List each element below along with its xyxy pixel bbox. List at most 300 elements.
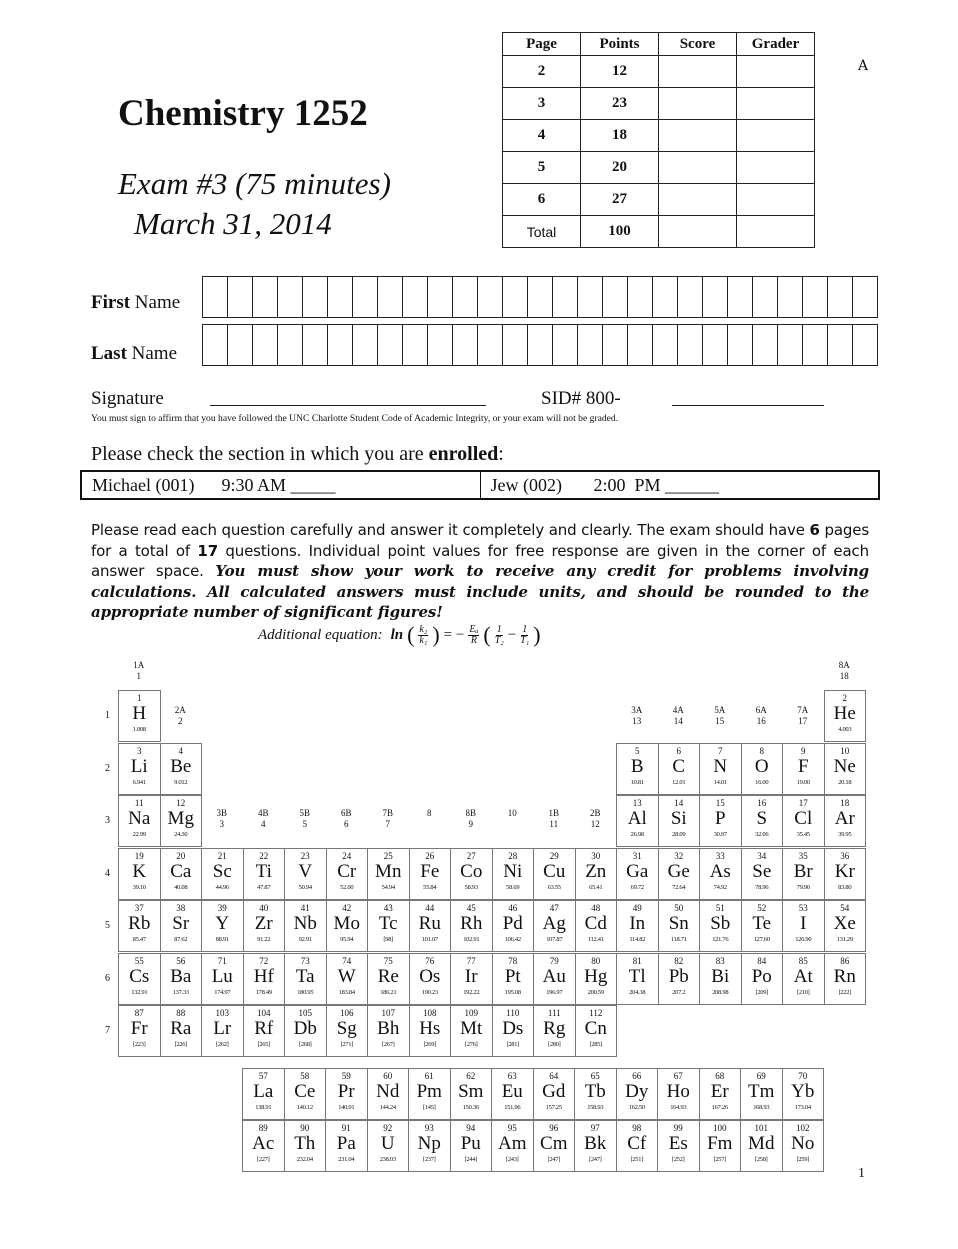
element-num: 107 xyxy=(381,1008,395,1018)
element-num: 110 xyxy=(506,1008,520,1018)
element-num: 9 xyxy=(801,745,806,756)
element-sym: Er xyxy=(710,1081,729,1102)
element-num: 4 xyxy=(178,745,183,756)
instructions: Please read each question carefully and answer it completely and clearly. The exam should have 6 pages for a total of 17 questions. Individual point values for free response are given in the corner of each answer space. You must show your work to receive any credit for problems involving calculations. All calculated answers must include units, and should be rounded to the appropriate number of significant figures! xyxy=(91,521,869,622)
element-mass: 83.80 xyxy=(838,883,852,891)
element-num: 88 xyxy=(176,1008,186,1018)
element-sym: N xyxy=(713,755,728,777)
period-label: 5 xyxy=(105,920,110,931)
element-mass: [280] xyxy=(547,1041,561,1048)
total-label: Total xyxy=(503,216,581,248)
group-label-letter: 5B xyxy=(299,807,310,818)
element-sym: Ca xyxy=(170,860,192,882)
element-mass: 22.99 xyxy=(132,831,146,838)
element-sm xyxy=(450,1068,493,1120)
element-mass: 91.22 xyxy=(257,936,271,943)
element-num: 14 xyxy=(674,798,684,808)
group-label-number: 8 xyxy=(427,807,432,818)
element-sym: Mt xyxy=(460,1018,483,1039)
element-rb xyxy=(118,900,161,952)
element-mass: 106.42 xyxy=(504,936,521,943)
element-b xyxy=(616,743,659,795)
element-mass: 162.50 xyxy=(628,1104,645,1111)
group-label-letter: 6A xyxy=(755,704,767,715)
element-sym: Gd xyxy=(542,1081,566,1102)
element-sym: Ra xyxy=(170,1018,192,1039)
element-num: 112 xyxy=(589,1008,603,1018)
score-table-header: Page xyxy=(503,33,581,56)
element-sym: Cd xyxy=(584,913,607,934)
element-num: 32 xyxy=(674,850,684,861)
element-fm xyxy=(699,1120,742,1172)
element-mass: 44.96 xyxy=(215,883,229,891)
score-table-header: Points xyxy=(581,33,659,56)
element-sym: Ba xyxy=(170,965,192,987)
element-at xyxy=(782,953,825,1005)
element-mass: 144.24 xyxy=(379,1104,396,1111)
element-sb xyxy=(699,900,742,952)
element-te xyxy=(741,900,784,952)
group-label xyxy=(243,808,283,830)
element-num: 61 xyxy=(424,1071,434,1081)
element-sym: Pa xyxy=(336,1133,356,1154)
element-num: 42 xyxy=(342,903,352,913)
element-bi xyxy=(699,953,742,1005)
element-mass: 192.22 xyxy=(463,988,480,996)
element-mass: 118.71 xyxy=(670,936,687,943)
element-num: 77 xyxy=(466,955,476,966)
element-sym: He xyxy=(833,703,856,724)
element-sym: Rf xyxy=(254,1018,274,1039)
element-sc xyxy=(201,848,244,900)
element-sym: Bh xyxy=(377,1018,400,1039)
element-np xyxy=(408,1120,451,1172)
group-label-number: 15 xyxy=(715,715,725,726)
element-num: 26 xyxy=(425,850,435,861)
element-sym: Sr xyxy=(172,913,190,934)
element-sym: Fm xyxy=(707,1133,733,1154)
element-num: 16 xyxy=(757,798,767,808)
element-mass: 157.25 xyxy=(545,1104,562,1111)
element-sym: Pr xyxy=(337,1081,355,1102)
element-sym: La xyxy=(253,1081,274,1102)
element-dy xyxy=(616,1068,659,1120)
element-pt xyxy=(492,953,535,1005)
group-label-number: 6 xyxy=(344,818,349,829)
element-num: 38 xyxy=(176,903,186,913)
element-eu xyxy=(491,1068,534,1120)
element-sym: Au xyxy=(542,965,566,987)
element-mass: 131.29 xyxy=(836,936,853,943)
period-label: 3 xyxy=(105,815,110,826)
element-sym: Ac xyxy=(252,1133,275,1154)
group-label xyxy=(119,660,159,682)
element-as xyxy=(699,848,742,900)
group-label-letter: 8A xyxy=(838,660,850,670)
element-s xyxy=(741,795,784,847)
element-num: 103 xyxy=(215,1008,229,1018)
element-num: 15 xyxy=(715,798,725,808)
group-label-number: 2 xyxy=(178,715,183,726)
element-sym: Ir xyxy=(464,965,478,987)
group-label-number: 5 xyxy=(302,818,307,829)
element-mass: 173.04 xyxy=(794,1104,811,1111)
element-tl xyxy=(616,953,659,1005)
section-option-002[interactable]: Jew (002) 2:00 PM ______ xyxy=(480,472,879,498)
element-mass: 208.98 xyxy=(712,988,729,996)
element-lr xyxy=(201,1005,244,1057)
element-num: 43 xyxy=(383,903,393,913)
element-la xyxy=(242,1068,285,1120)
element-num: 93 xyxy=(424,1123,434,1133)
score-table-header: Grader xyxy=(737,33,815,56)
element-sym: V xyxy=(298,860,313,882)
element-sym: Mn xyxy=(375,860,402,882)
element-bk xyxy=(574,1120,617,1172)
element-mass: 63.55 xyxy=(547,883,561,891)
element-num: 65 xyxy=(590,1071,600,1081)
element-au xyxy=(533,953,576,1005)
element-mass: 190.23 xyxy=(421,988,438,996)
element-mass: 28.09 xyxy=(672,831,686,838)
element-num: 104 xyxy=(257,1008,271,1018)
element-mass: 6.941 xyxy=(132,778,146,786)
element-num: 59 xyxy=(341,1071,351,1081)
element-sym: Bi xyxy=(711,965,730,987)
page-number: 1 xyxy=(858,1166,865,1181)
element-mass: 9.012 xyxy=(174,778,188,786)
group-label-number: 3 xyxy=(219,818,224,829)
element-sym: Rh xyxy=(460,913,483,934)
element-ag xyxy=(533,900,576,952)
element-mass: 167.26 xyxy=(711,1104,728,1111)
element-mass: 102.91 xyxy=(463,936,480,943)
element-k xyxy=(118,848,161,900)
element-sym: Br xyxy=(793,860,813,882)
element-mass: 178.49 xyxy=(255,988,272,996)
group-label-number: 13 xyxy=(632,715,642,726)
group-label-letter: 2B xyxy=(589,807,601,818)
element-mass: [237] xyxy=(422,1156,436,1163)
score-table-header: Score xyxy=(659,33,737,56)
element-cr xyxy=(326,848,369,900)
element-br xyxy=(782,848,825,900)
element-num: 111 xyxy=(547,1008,561,1018)
element-num: 63 xyxy=(507,1071,517,1081)
element-sym: Cl xyxy=(794,808,813,829)
element-num: 21 xyxy=(217,850,227,861)
page-cell: 4 xyxy=(503,120,581,152)
element-rn xyxy=(824,953,867,1005)
element-mass: [226] xyxy=(174,1041,188,1048)
element-mass: 150.36 xyxy=(462,1104,479,1111)
element-mass: 58.69 xyxy=(506,883,520,891)
element-num: 33 xyxy=(715,850,725,861)
element-num: 46 xyxy=(508,903,518,913)
element-sym: Na xyxy=(128,808,151,829)
element-sr xyxy=(160,900,203,952)
element-sym: Os xyxy=(419,965,441,987)
element-sym: Ni xyxy=(503,860,523,882)
element-mass: 196.97 xyxy=(546,988,563,996)
element-mass: 107.87 xyxy=(546,936,563,943)
group-label xyxy=(783,705,823,727)
element-mass: 54.94 xyxy=(381,883,395,891)
group-label-number: 12 xyxy=(590,818,600,829)
element-num: 8 xyxy=(759,745,764,756)
element-mass: 85.47 xyxy=(132,936,146,943)
points-cell: 12 xyxy=(581,56,659,88)
element-num: 96 xyxy=(549,1123,559,1133)
element-sym: Ag xyxy=(542,913,566,934)
element-mass: 137.33 xyxy=(172,988,189,996)
element-sym: At xyxy=(793,965,813,987)
element-db xyxy=(284,1005,327,1057)
element-sym: Cu xyxy=(543,860,566,882)
element-mass: 55.84 xyxy=(423,883,437,891)
element-hg xyxy=(575,953,618,1005)
element-n xyxy=(699,743,742,795)
period-label: 4 xyxy=(105,867,110,879)
group-label xyxy=(658,705,698,727)
element-num: 62 xyxy=(466,1071,476,1081)
element-mass: 30.97 xyxy=(713,831,727,838)
element-ba xyxy=(160,953,203,1005)
element-num: 29 xyxy=(549,850,559,861)
element-sym: Lr xyxy=(213,1018,232,1039)
element-mass: 126.90 xyxy=(795,936,812,943)
signature-note: You must sign to affirm that you have followed the UNC Charlotte Student Code of Academic Integrity, or your exam will not be graded. xyxy=(91,413,619,424)
element-mass: 78.96 xyxy=(755,883,769,891)
element-v xyxy=(284,848,327,900)
element-sym: Sc xyxy=(212,860,232,882)
element-mass: 207.2 xyxy=(672,988,686,996)
section-option-001[interactable]: Michael (001) 9:30 AM _____ xyxy=(92,475,336,495)
group-label-number: 9 xyxy=(468,818,473,829)
element-num: 48 xyxy=(591,903,601,913)
element-sym: Re xyxy=(377,965,399,987)
element-ga xyxy=(616,848,659,900)
group-label-letter: 1A xyxy=(133,660,145,670)
element-num: 94 xyxy=(466,1123,476,1133)
element-mass: [251] xyxy=(630,1156,644,1163)
element-sym: Al xyxy=(627,808,647,829)
element-num: 106 xyxy=(340,1008,354,1018)
element-mass: 52.00 xyxy=(340,883,354,891)
element-mass: 238.03 xyxy=(379,1156,396,1163)
element-sym: H xyxy=(132,703,147,724)
page-cell: 3 xyxy=(503,88,581,120)
element-num: 60 xyxy=(383,1071,393,1081)
element-mass: 16.00 xyxy=(755,778,769,786)
element-sym: Mg xyxy=(167,808,194,829)
element-sym: Ga xyxy=(626,860,649,882)
element-num: 97 xyxy=(590,1123,600,1133)
element-sym: Ru xyxy=(418,913,441,934)
points-cell: 20 xyxy=(581,152,659,184)
element-num: 7 xyxy=(718,745,723,756)
exam-version: A xyxy=(858,58,869,74)
element-mass: [257] xyxy=(713,1156,727,1163)
group-label xyxy=(575,808,615,830)
points-cell: 23 xyxy=(581,88,659,120)
element-al xyxy=(616,795,659,847)
element-md xyxy=(740,1120,783,1172)
element-num: 6 xyxy=(676,745,681,756)
element-sym: W xyxy=(337,965,356,987)
element-num: 84 xyxy=(757,955,767,966)
element-num: 81 xyxy=(632,955,642,966)
element-sym: Db xyxy=(293,1018,317,1039)
element-num: 52 xyxy=(757,903,767,913)
element-mass: 39.95 xyxy=(838,831,852,838)
element-nb xyxy=(284,900,327,952)
element-sym: Tb xyxy=(584,1081,606,1102)
element-num: 37 xyxy=(134,903,144,913)
element-num: 27 xyxy=(466,850,476,861)
element-num: 85 xyxy=(798,955,808,966)
element-mass: [210] xyxy=(796,988,810,996)
element-mass: 127.60 xyxy=(753,936,770,943)
element-mg xyxy=(160,795,203,847)
element-gd xyxy=(533,1068,576,1120)
element-mass: [258] xyxy=(754,1156,768,1163)
element-num: 76 xyxy=(425,955,435,966)
element-num: 11 xyxy=(134,798,144,808)
element-sym: Hs xyxy=(419,1018,441,1039)
element-num: 19 xyxy=(134,850,144,861)
element-sym: Pm xyxy=(416,1081,442,1102)
element-he xyxy=(824,690,867,742)
element-num: 71 xyxy=(217,955,227,966)
element-mn xyxy=(367,848,410,900)
element-sym: Fe xyxy=(420,860,440,882)
group-label xyxy=(326,808,366,830)
element-num: 95 xyxy=(507,1123,517,1133)
group-label xyxy=(617,705,657,727)
element-sym: Cf xyxy=(627,1133,647,1154)
element-num: 87 xyxy=(134,1008,144,1018)
element-er xyxy=(699,1068,742,1120)
element-sym: Ge xyxy=(667,860,690,882)
element-mass: 40.08 xyxy=(174,883,188,891)
group-label xyxy=(160,705,200,727)
element-num: 35 xyxy=(798,850,808,861)
element-sym: Md xyxy=(748,1133,775,1154)
element-sym: In xyxy=(629,913,646,934)
element-num: 70 xyxy=(798,1071,808,1081)
element-sym: Pd xyxy=(502,913,523,934)
element-num: 102 xyxy=(796,1123,810,1133)
element-pa xyxy=(325,1120,368,1172)
element-in xyxy=(616,900,659,952)
element-sym: Zn xyxy=(585,860,607,882)
element-po xyxy=(741,953,784,1005)
element-re xyxy=(367,953,410,1005)
element-sym: F xyxy=(797,755,809,777)
element-mass: [259] xyxy=(796,1156,810,1163)
element-num: 47 xyxy=(549,903,559,913)
element-num: 40 xyxy=(259,903,269,913)
element-o xyxy=(741,743,784,795)
element-cn xyxy=(575,1005,618,1057)
element-mass: 19.00 xyxy=(796,778,810,786)
element-sym: Dy xyxy=(625,1081,649,1102)
group-label xyxy=(409,808,449,819)
element-sym: Pb xyxy=(668,965,689,987)
element-num: 80 xyxy=(591,955,601,966)
element-mo xyxy=(326,900,369,952)
element-ti xyxy=(243,848,286,900)
element-sym: Es xyxy=(668,1133,688,1154)
signature-label: Signature xyxy=(91,388,164,409)
element-num: 30 xyxy=(591,850,601,861)
element-sym: C xyxy=(672,755,686,777)
element-cd xyxy=(575,900,618,952)
element-num: 109 xyxy=(464,1008,478,1018)
element-no xyxy=(782,1120,825,1172)
element-ra xyxy=(160,1005,203,1057)
first-name-label: First Name xyxy=(91,292,181,313)
element-sym: Tl xyxy=(628,965,646,987)
element-cu xyxy=(533,848,576,900)
element-num: 83 xyxy=(715,955,725,966)
element-mass: 140.12 xyxy=(296,1104,313,1111)
element-ho xyxy=(657,1068,700,1120)
element-sym: Rn xyxy=(833,965,856,987)
element-lu xyxy=(201,953,244,1005)
element-sym: Yb xyxy=(791,1081,815,1102)
element-u xyxy=(367,1120,410,1172)
element-mass: [285] xyxy=(589,1041,603,1048)
group-label-number: 14 xyxy=(673,715,683,726)
element-se xyxy=(741,848,784,900)
element-mass: 138.91 xyxy=(255,1104,272,1111)
element-ru xyxy=(409,900,452,952)
element-sym: Hf xyxy=(253,965,274,987)
group-label-number: 18 xyxy=(839,671,849,681)
element-num: 79 xyxy=(549,955,559,966)
element-sym: B xyxy=(630,755,644,777)
element-num: 31 xyxy=(632,850,642,861)
element-c xyxy=(658,743,701,795)
element-num: 74 xyxy=(342,955,352,966)
element-mass: [268] xyxy=(298,1041,312,1048)
element-mass: 72.64 xyxy=(672,883,686,891)
group-label xyxy=(824,660,864,682)
element-num: 55 xyxy=(134,955,144,966)
period-label: 7 xyxy=(105,1025,110,1036)
exam-number: Exam #3 (75 minutes) xyxy=(118,166,391,201)
element-sym: Pu xyxy=(460,1133,481,1154)
element-mass: 101.07 xyxy=(421,936,438,943)
element-num: 53 xyxy=(798,903,808,913)
element-th xyxy=(284,1120,327,1172)
element-tc xyxy=(367,900,410,952)
group-label xyxy=(451,808,491,830)
element-pb xyxy=(658,953,701,1005)
element-num: 90 xyxy=(300,1123,310,1133)
element-h xyxy=(118,690,161,742)
element-num: 50 xyxy=(674,903,684,913)
element-pu xyxy=(450,1120,493,1172)
element-be xyxy=(160,743,203,795)
element-num: 2 xyxy=(842,693,847,703)
last-name-label: Last Name xyxy=(91,343,178,364)
element-sym: Xe xyxy=(833,913,856,934)
element-mass: [98] xyxy=(383,936,394,943)
element-mass: 32.06 xyxy=(755,831,769,838)
